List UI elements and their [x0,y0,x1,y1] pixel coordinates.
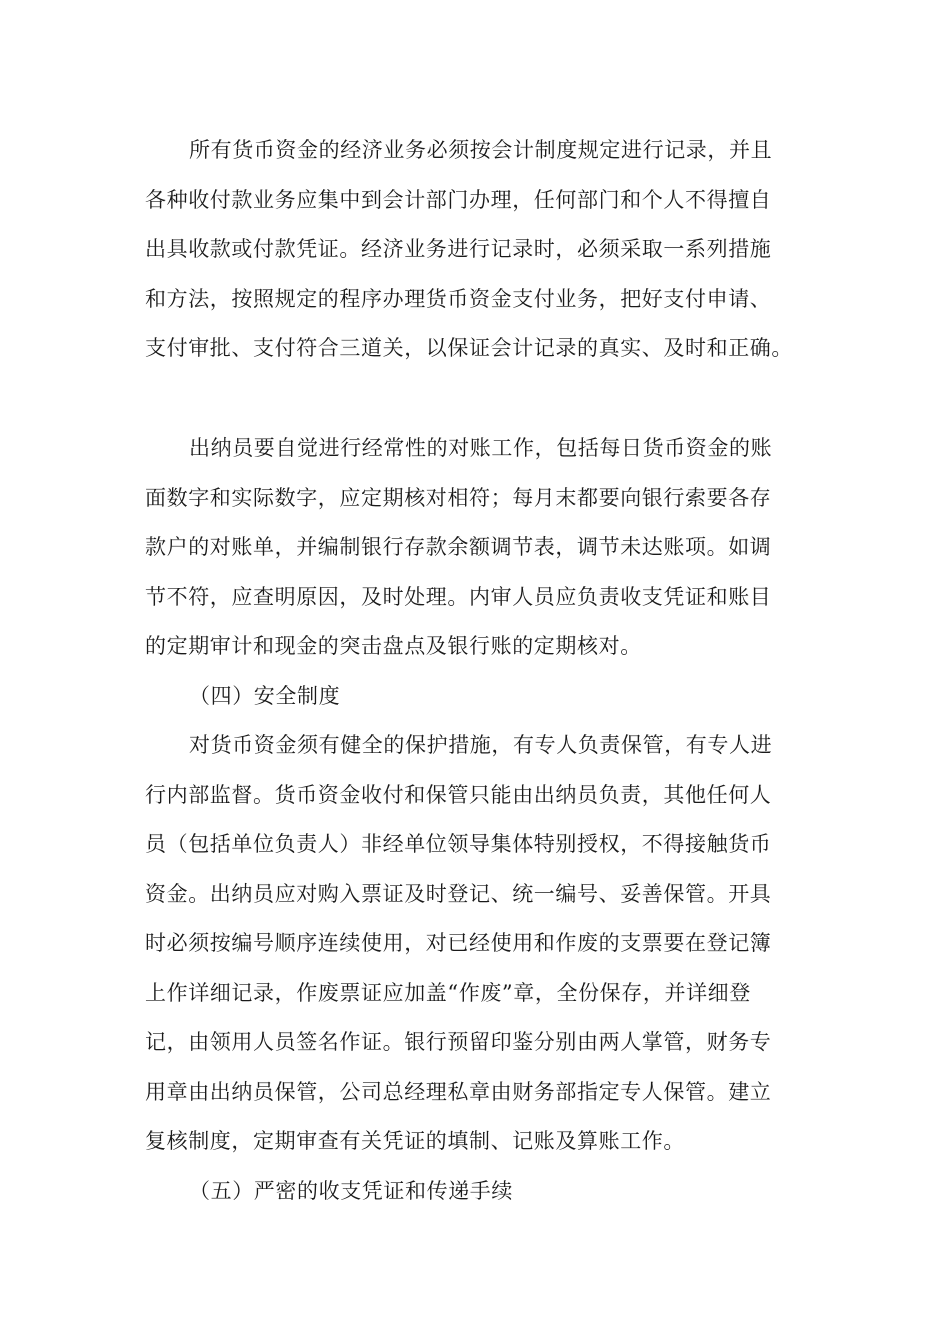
paragraph-line: 各种收付款业务应集中到会计部门办理，任何部门和个人不得擅自 [145,187,772,212]
paragraph-line: 员（包括单位负责人）非经单位领导集体特别授权，不得接触货币 [145,832,772,856]
paragraph-line: 用章由出纳员保管，公司总经理私章由财务部指定专人保管。建立 [145,1079,772,1104]
paragraph-line: 时必须按编号顺序连续使用，对已经使用和作废的支票要在登记簿 [145,931,772,955]
paragraph-line: 所有货币资金的经济业务必须按会计制度规定进行记录，并且 [189,138,773,162]
paragraph-1 [145,126,815,374]
paragraph-line: 节不符，应查明原因，及时处理。内审人员应负责收支凭证和账目 [145,584,772,609]
paragraph-line: 记，由领用人员签名作证。银行预留印鉴分别由两人掌管，财务专 [145,1030,772,1054]
paragraph-line: 资金。出纳员应对购入票证及时登记、统一编号、妥善保管。开具 [145,881,772,906]
section-heading-4: （四）安全制度 [189,683,341,708]
paragraph-line: 支付审批、支付符合三道关，以保证会计记录的真实、及时和正确。 [145,336,793,360]
paragraph-line: 款户的对账单，并编制银行存款余额调节表，调节未达账项。如调 [145,535,772,559]
paragraph-line: 对货币资金须有健全的保护措施，有专人负责保管，有专人进 [189,733,773,757]
paragraph-line: 复核制度，定期审查有关凭证的填制、记账及算账工作。 [145,1129,685,1153]
paragraph-line: 出纳员要自觉进行经常性的对账工作，包括每日货币资金的账 [189,436,773,460]
paragraph-line: 的定期审计和现金的突击盘点及银行账的定期核对。 [145,634,642,658]
paragraph-line: 行内部监督。货币资金收付和保管只能由出纳员负责，其他任何人 [145,782,772,807]
paragraph-line: 出具收款或付款凭证。经济业务进行记录时，必须采取一系列措施 [145,237,772,261]
section-heading-5: （五）严密的收支凭证和传递手续 [189,1178,513,1203]
paragraph-line: 和方法，按照规定的程序办理货币资金支付业务，把好支付申请、 [145,286,772,311]
paragraph-line: 面数字和实际数字，应定期核对相符；每月末都要向银行索要各存 [145,485,772,510]
paragraph-line: 上作详细记录，作废票证应加盖“作废”章，全份保存，并详细登 [145,980,751,1005]
paragraph-2 [145,424,815,1216]
